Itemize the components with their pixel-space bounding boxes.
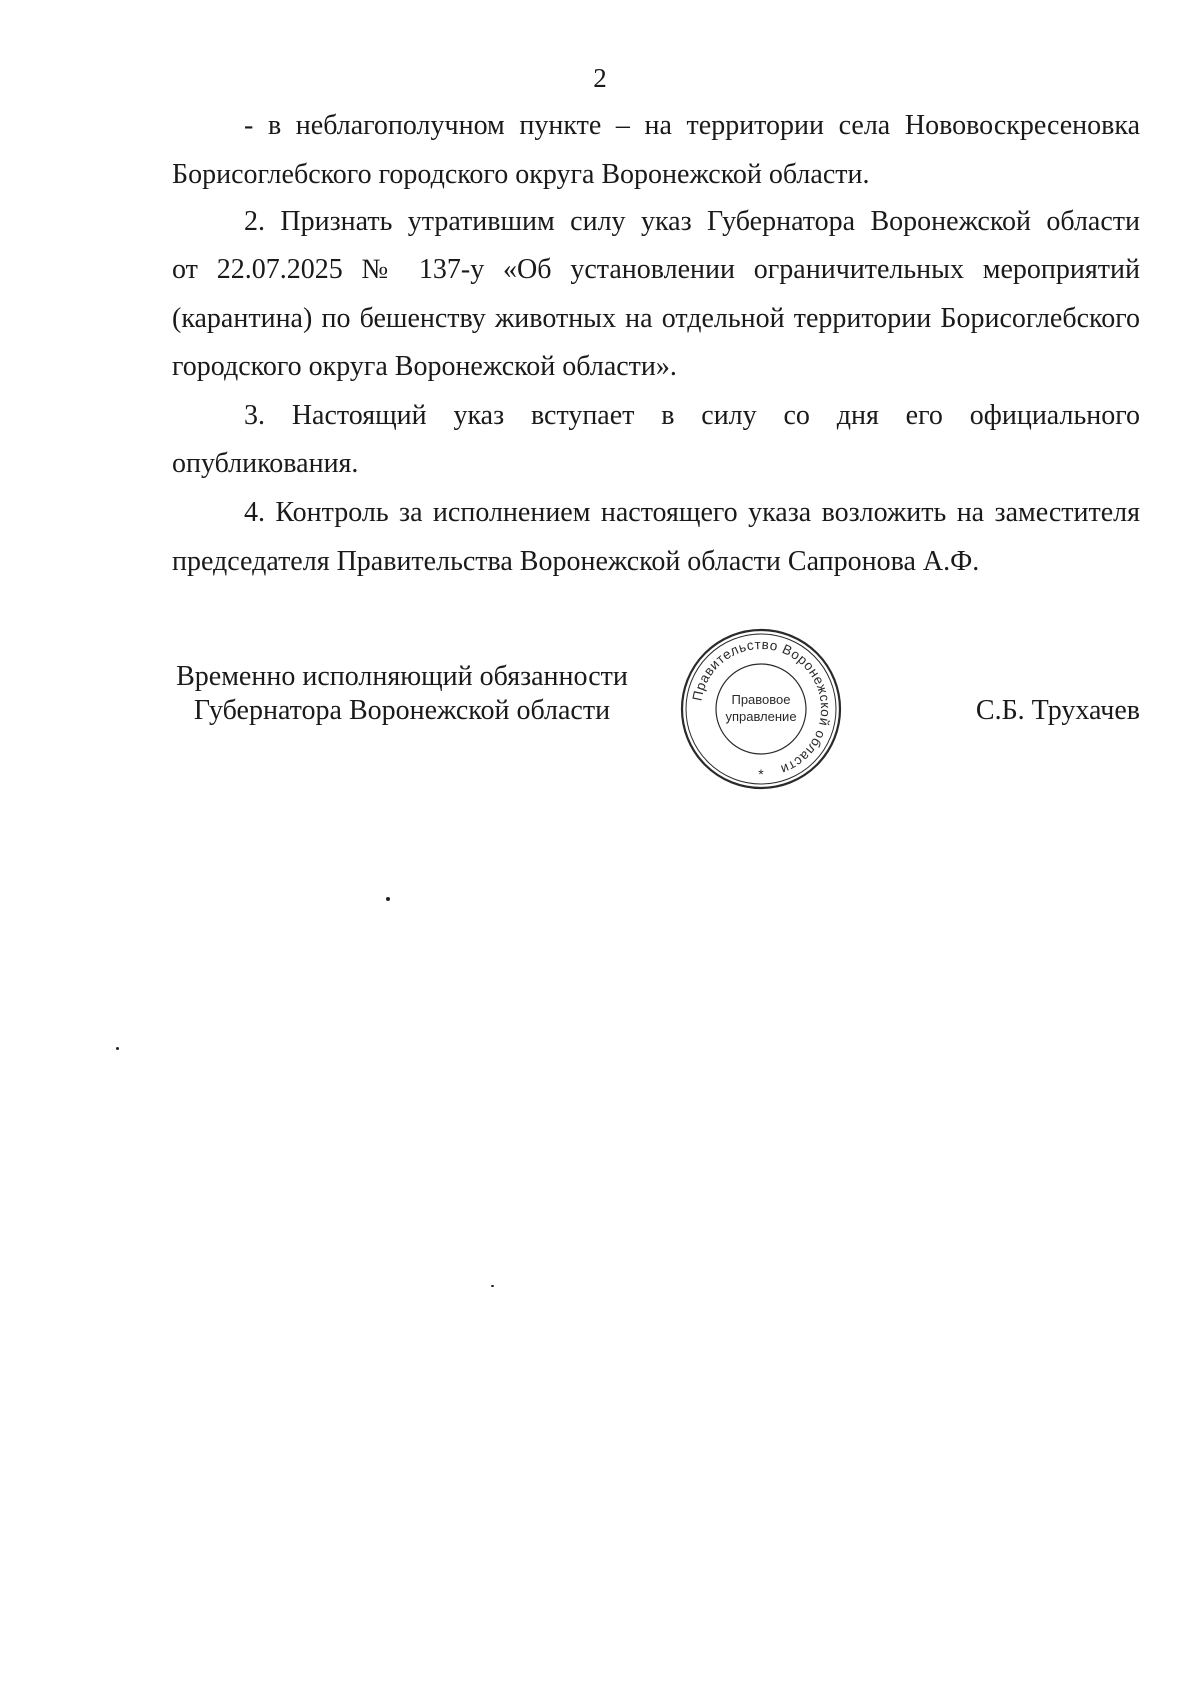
page-number: 2 [593, 63, 607, 93]
signature-position [172, 660, 632, 728]
signature-name: С.Б. Трухачев [975, 695, 1140, 726]
scan-speck [491, 1285, 494, 1287]
paragraph-4-line-2: председателя Правительства Воронежской области Сапронова А.Ф. [172, 546, 980, 577]
paragraph-1-line-1: - в неблагополучном пункте – на территории села Нововоскресеновка [244, 110, 1140, 141]
paragraph-4-line-1: 4. Контроль за исполнением настоящего указа возложить на заместителя [244, 497, 1140, 528]
seal-center-line-1: Правовое [731, 692, 791, 707]
seal-star: * [758, 766, 764, 782]
paragraph-2-line-2: от 22.07.2025 № 137-у «Об установлении ограничительных мероприятий [172, 254, 1140, 285]
seal-center-line-2: управление [725, 709, 797, 724]
scan-speck [386, 897, 390, 901]
paragraph-3-line-1: 3. Настоящий указ вступает в силу со дня его официального [244, 400, 1140, 431]
paragraph-1-line-2: Борисоглебского городского округа Воронежской области. [172, 159, 870, 190]
paragraph-2-line-1: 2. Признать утратившим силу указ Губернатора Воронежской области [244, 206, 1140, 237]
seal-ring-text: Правительство Воронежской области [689, 636, 834, 778]
official-seal [676, 624, 846, 794]
signature-position-line-2: Губернатора Воронежской области [193, 695, 611, 726]
paragraph-2-line-3: (карантина) по бешенству животных на отдельной территории Борисоглебского [172, 303, 1140, 334]
paragraph-2-line-4: городского округа Воронежской области». [172, 351, 677, 382]
signature-position-line-1: Временно исполняющий обязанности [176, 661, 628, 692]
paragraph-3-line-2: опубликования. [172, 448, 359, 479]
scan-speck [116, 1047, 119, 1050]
